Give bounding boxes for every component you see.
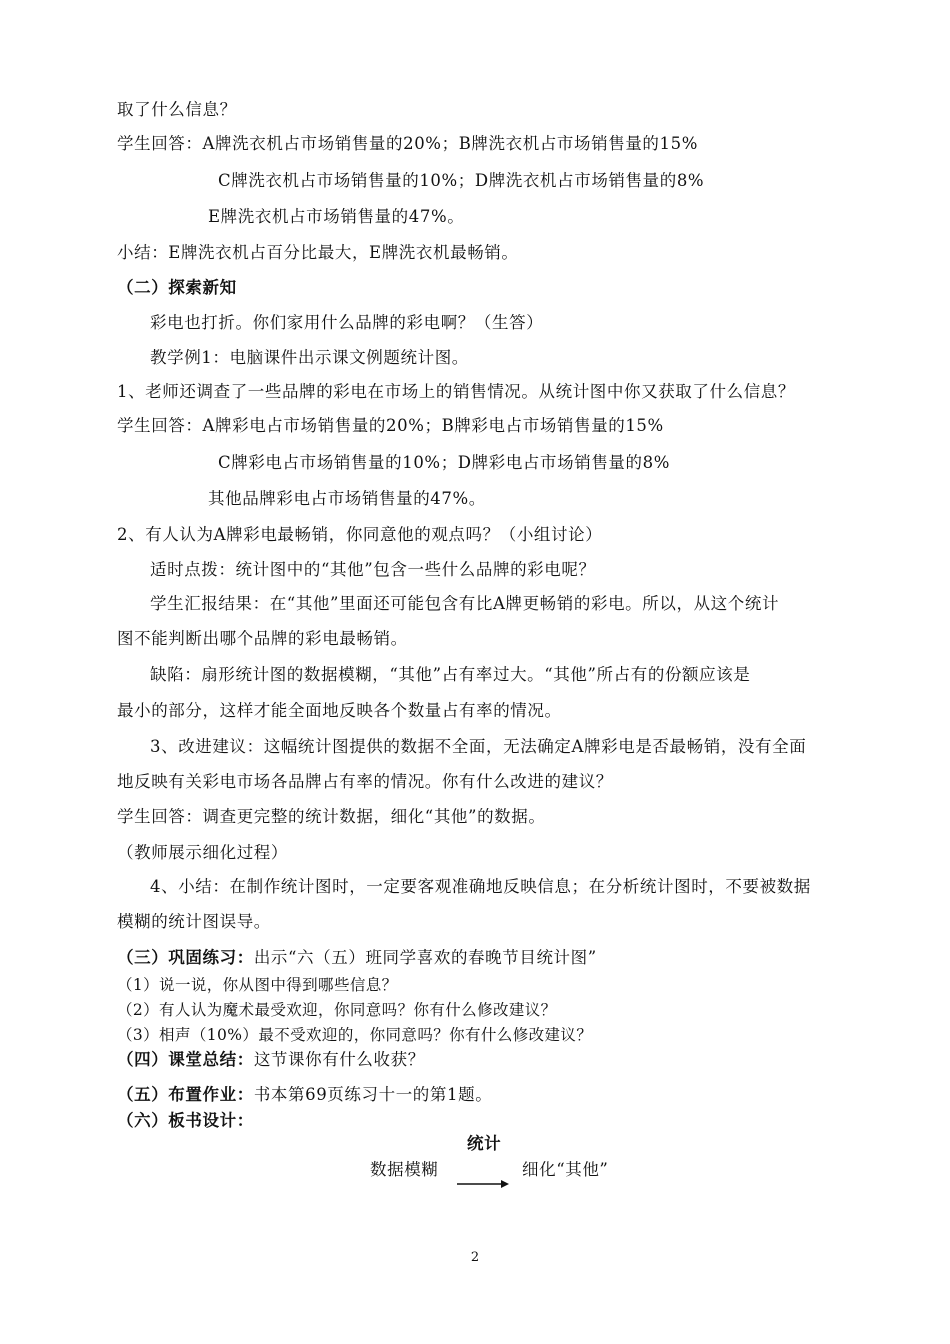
text-line: C牌彩电占市场销售量的10%；D牌彩电占市场销售量的8% (218, 453, 671, 472)
homework-line (117, 1084, 492, 1106)
practice-item: （1）说一说，你从图中得到哪些信息？ (117, 976, 398, 994)
section-heading: （二）探索新知 (117, 278, 237, 297)
practice-text: 出示“六（五）班同学喜欢的春晚节目统计图” (253, 948, 597, 967)
text-line: 学生回答：A牌洗衣机占市场销售量的20%；B牌洗衣机占市场销售量的15% (117, 134, 698, 153)
text-line: 1、老师还调查了一些品牌的彩电在市场上的销售情况。从统计图中你又获取了什么信息？ (117, 382, 795, 401)
practice-item: （3）相声（10%）最不受欢迎的，你同意吗？你有什么修改建议？ (117, 1026, 593, 1044)
practice-heading: （三）巩固练习： (117, 948, 254, 967)
text-line: 教学例1：电脑课件出示课文例题统计图。 (150, 348, 469, 367)
summary-line (117, 1049, 425, 1071)
text-line: 取了什么信息？ (117, 100, 237, 119)
text-line: 4、小结：在制作统计图时，一定要客观准确地反映信息；在分析统计图时，不要被数据 (150, 877, 811, 896)
summary-text: 这节课你有什么收获？ (253, 1050, 425, 1069)
homework-heading: （五）布置作业： (117, 1085, 254, 1104)
practice-item: （2）有人认为魔术最受欢迎，你同意吗？你有什么修改建议？ (117, 1001, 557, 1019)
text-line: 2、有人认为A牌彩电最畅销，你同意他的观点吗？（小组讨论） (117, 525, 603, 544)
text-line: 学生汇报结果：在“其他”里面还可能包含有比A牌更畅销的彩电。所以，从这个统计 (150, 594, 780, 613)
text-line: 彩电也打折。你们家用什么品牌的彩电啊？（生答） (150, 313, 544, 332)
practice-line (117, 947, 597, 969)
text-line: 适时点拨：统计图中的“其他”包含一些什么品牌的彩电呢？ (150, 560, 596, 579)
text-line: E牌洗衣机占市场销售量的47%。 (208, 207, 465, 226)
text-line: 模糊的统计图误导。 (117, 912, 271, 931)
summary-heading: （四）课堂总结： (117, 1050, 254, 1069)
text-line: 其他品牌彩电占市场销售量的47%。 (208, 489, 486, 508)
text-line: 学生回答：A牌彩电占市场销售量的20%；B牌彩电占市场销售量的15% (117, 416, 664, 435)
text-line: 最小的部分，这样才能全面地反映各个数量占有率的情况。 (117, 701, 562, 720)
text-line: （教师展示细化过程） (117, 843, 288, 862)
board-left-text: 数据模糊 (370, 1160, 439, 1179)
board-right-text: 细化“其他” (522, 1160, 609, 1179)
board-heading: （六）板书设计： (117, 1111, 254, 1130)
text-line: 3、改进建议：这幅统计图提供的数据不全面，无法确定A牌彩电是否最畅销，没有全面 (150, 737, 807, 756)
homework-text: 书本第69页练习十一的第1题。 (253, 1085, 493, 1104)
text-line: 学生回答：调查更完整的统计数据，细化“其他”的数据。 (117, 807, 546, 826)
text-line: 图不能判断出哪个品牌的彩电最畅销。 (117, 629, 408, 648)
text-line: 缺陷：扇形统计图的数据模糊，“其他”占有率过大。“其他”所占有的份额应该是 (150, 665, 751, 684)
text-line: C牌洗衣机占市场销售量的10%；D牌洗衣机占市场销售量的8% (218, 171, 705, 190)
text-line: 小结：E牌洗衣机占百分比最大，E牌洗衣机最畅销。 (117, 243, 519, 262)
text-line: 地反映有关彩电市场各品牌占有率的情况。你有什么改进的建议？ (117, 772, 613, 791)
right-arrow-icon (457, 1179, 509, 1189)
board-title: 统计 (467, 1134, 502, 1153)
page-number: 2 (470, 1250, 480, 1265)
